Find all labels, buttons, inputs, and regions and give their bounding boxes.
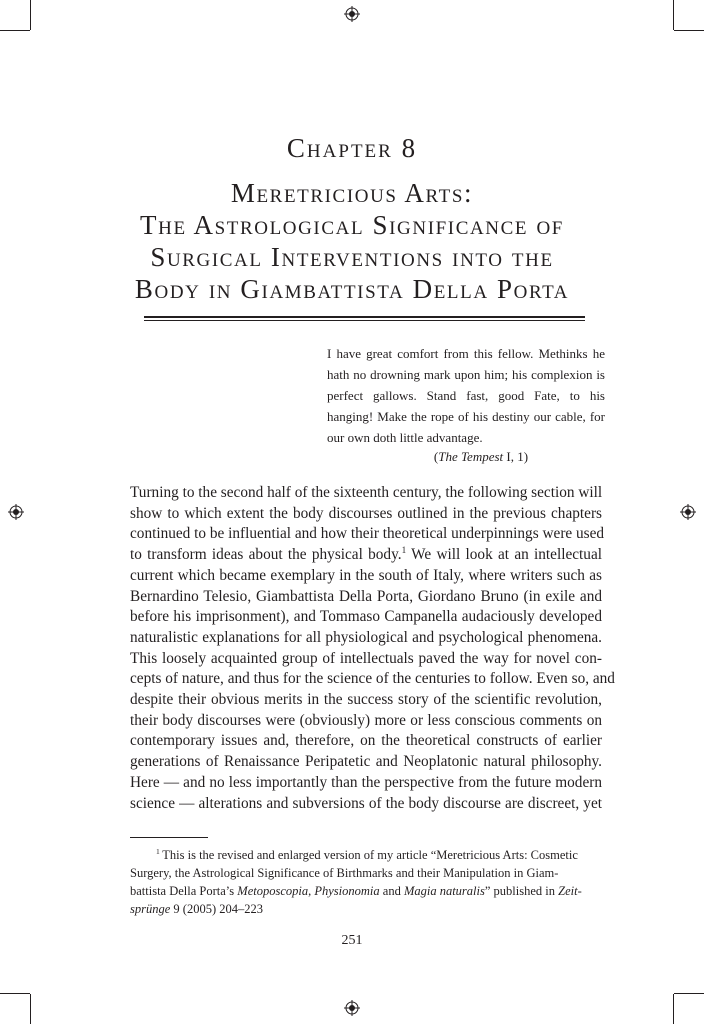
chapter-title [100, 177, 604, 305]
registration-mark-icon [344, 1000, 360, 1016]
crop-mark-bottom-left-v [30, 994, 31, 1024]
footnote-journal: Zeit- [558, 884, 582, 898]
body-line: Here — and no less importantly than the perspective from the future modern [130, 773, 602, 791]
body-line: naturalistic explanations for all physiological and psychological phenomena. [130, 628, 602, 646]
footnote [130, 846, 602, 918]
footnote-line: Surgery, the Astrological Significance of Birthmarks and their Manipulation in Giam- [130, 866, 559, 880]
footnote-text: battista Della Porta’s [130, 884, 238, 898]
body-line [130, 545, 602, 566]
footnote-marker: 1 [156, 846, 160, 856]
epigraph-source-work: The Tempest [438, 449, 504, 464]
body-line-text: to transform ideas about the physical body. [130, 546, 402, 564]
body-line: current which became exemplary in the south of Italy, where writers such as [130, 566, 602, 584]
epigraph-source-ref: I, 1) [503, 449, 529, 464]
registration-mark-icon [8, 504, 24, 520]
chapter-title-line: Body in Giambattista Della Porta [134, 274, 570, 304]
chapter-title-line: The Astrological Significance of [140, 210, 564, 240]
crop-mark-bottom-right-h [674, 993, 704, 994]
body-line: This loosely acquainted group of intellectuals paved the way for novel con- [130, 649, 602, 667]
footnote-text: 9 (2005) 204–223 [170, 902, 263, 916]
body-line: before his imprisonment), and Tommaso Campanella audaciously developed [130, 608, 602, 626]
footnote-title: Metoposcopia [237, 884, 309, 898]
footnote-text: ” published in [484, 884, 559, 898]
title-rule-upper [144, 316, 585, 318]
body-line: contemporary issues and, therefore, on the theoretical constructs of earlier [130, 732, 602, 750]
body-line-text: We will look at an intellectual [406, 546, 602, 564]
chapter-title-line: Meretricious Arts: [230, 178, 474, 208]
footnote-text: , [308, 884, 315, 898]
footnote-line [130, 900, 602, 918]
footnote-line [130, 846, 602, 864]
chapter-label: Chapter 8 [286, 133, 418, 163]
body-paragraph [130, 483, 615, 814]
chapter-title-line: Surgical Interventions into the [150, 242, 554, 272]
body-line: generations of Renaissance Peripatetic and Neoplatonic natural philosophy. [130, 753, 602, 771]
crop-mark-top-left-h [0, 30, 30, 31]
body-line: show to which extent the body discourses outlined in the previous chapters [130, 504, 602, 522]
crop-mark-top-right-v [673, 0, 674, 30]
body-line: continued to be influential and how their theoretical underpinnings were used [130, 525, 605, 543]
footnote-text: and [379, 884, 404, 898]
footnote-title: Physionomia [314, 884, 380, 898]
body-line: Turning to the second half of the sixteenth century, the following section will [130, 484, 603, 501]
body-line: science — alterations and subversions of the body discourse are discreet, yet [130, 794, 602, 812]
crop-mark-bottom-right-v [673, 994, 674, 1024]
crop-mark-top-right-h [674, 30, 704, 31]
body-line: cepts of nature, and thus for the science of the centuries to follow. Even so, and [130, 670, 615, 688]
registration-mark-icon [680, 504, 696, 520]
footnote-journal: sprünge [130, 902, 171, 916]
footnote-text: This is the revised and enlarged version of my article “Meretricious Arts: Cosmetic [162, 848, 578, 862]
body-line: their body discourses were (obviously) more or less conscious comments on [130, 711, 602, 729]
page-number: 251 [341, 933, 363, 948]
epigraph-quote: I have great comfort from this fellow. Methinks he hath no drowning mark upon him; his complexion is perfect gallows. Stand fast, good Fate, to his hanging! Make the rope of his destiny our cable, for our own doth little advantage. [327, 346, 605, 445]
epigraph-source [327, 446, 605, 467]
body-line: Bernardino Telesio, Giambattista Della Porta, Giordano Bruno (in exile and [130, 587, 602, 605]
crop-mark-bottom-left-h [0, 993, 30, 994]
footnote-title: Magia naturalis [403, 884, 485, 898]
title-rule-lower [144, 320, 585, 321]
epigraph-source-open: ( [433, 449, 439, 464]
footnote-rule [130, 837, 208, 838]
registration-mark-icon [344, 6, 360, 22]
body-line: despite their obvious merits in the success story of the scientific revolution, [130, 691, 602, 709]
footnote-reference[interactable]: 1 [401, 545, 407, 556]
footnote-line [130, 882, 602, 900]
crop-mark-top-left-v [30, 0, 31, 30]
